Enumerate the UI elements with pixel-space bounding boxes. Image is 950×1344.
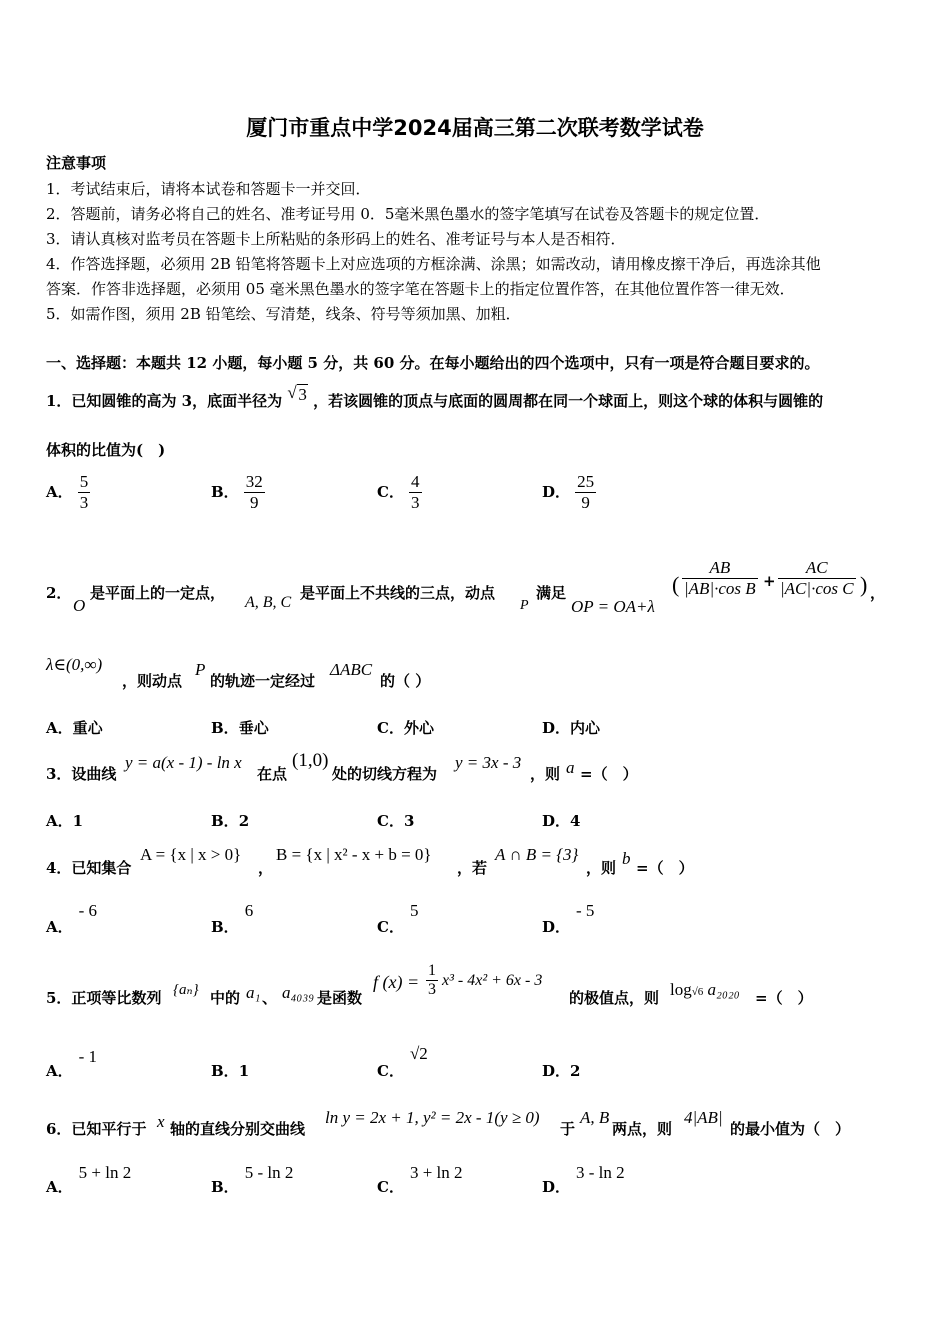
q5-option-a[interactable]: A．- 1: [46, 1047, 98, 1080]
q6-text: 轴的直线分别交曲线: [170, 1120, 306, 1138]
section-heading: 一、选择题：本题共 12 小题，每小题 5 分，共 60 分。在每小题给出的四个选项中，只有一项是符合题目要求的。: [46, 354, 820, 372]
curve-equations: ln y = 2x + 1, y² = 2x - 1(y ≥ 0): [325, 1108, 540, 1127]
q5-text: 中的: [210, 989, 241, 1007]
q1-option-c[interactable]: C． $\frac{4}{3}$: [377, 472, 420, 512]
q5-option-b[interactable]: B．1: [211, 1062, 250, 1080]
q4-text: ，若: [457, 859, 488, 877]
fraction: $\frac{32}{9}$: [245, 472, 263, 512]
q1-text-a: 1．已知圆锥的高为 3，底面半径为: [46, 392, 283, 410]
q2-number: 2．: [46, 584, 72, 602]
q1-option-d[interactable]: D． $\frac{25}{9}$: [542, 472, 595, 512]
q2-option-d[interactable]: D．内心: [542, 719, 601, 737]
points-ab: A, B: [580, 1108, 610, 1127]
left-paren: (: [672, 572, 680, 597]
q6-option-b[interactable]: B．5 - ln 2: [211, 1163, 294, 1196]
q3-option-b[interactable]: B．2: [211, 812, 250, 830]
q5-option-d[interactable]: D．2: [542, 1062, 581, 1080]
fraction-one-third: $\frac{1}{3}$: [428, 962, 436, 998]
q4-text: =（ ）: [636, 859, 694, 877]
plus-sign: +: [763, 572, 776, 590]
axis-x: x: [157, 1112, 165, 1131]
right-paren: ): [860, 572, 868, 597]
q3-text: 在点: [257, 765, 288, 783]
q2-text: 的轨迹一定经过: [210, 672, 316, 690]
q1-option-b[interactable]: B． $\frac{32}{9}$: [211, 472, 263, 512]
fraction: $\frac{4}{3}$: [411, 472, 420, 512]
q2-option-c[interactable]: C．外心: [377, 719, 434, 737]
q3-text: 处的切线方程为: [332, 765, 438, 783]
page-title: 厦门市重点中学2024届高三第二次联考数学试卷: [246, 116, 704, 140]
q6-option-c[interactable]: C．3 + ln 2: [377, 1163, 463, 1196]
notice-item: 4．作答选择题，必须用 2B 铅笔将答题卡上对应选项的方框涂满、涂黑；如需改动，请用橡皮擦干净后，再选涂其他: [46, 255, 821, 273]
notice-heading: 注意事项: [46, 154, 107, 172]
q4-option-a[interactable]: A．- 6: [46, 901, 98, 936]
function-f: f (x) =: [373, 972, 420, 992]
set-b: B = {x | x² - x + b = 0}: [276, 845, 432, 864]
q3-text: 3．设曲线: [46, 765, 117, 783]
sqrt-3: √ 3: [287, 383, 307, 404]
q1-text-c: 体积的比值为( ): [46, 441, 166, 459]
q1-option-a[interactable]: A． $\frac{5}{3}$: [46, 472, 89, 512]
fraction-ac: $\frac{AC}{\text{|AC|·cos C}}$: [780, 558, 854, 598]
notice-item: 1．考试结束后，请将本试卷和答题卡一并交回．: [46, 180, 371, 198]
intersection: A ∩ B = {3}: [495, 845, 579, 864]
comma: ，: [870, 584, 886, 602]
q3-text: =（ ）: [580, 765, 638, 783]
variable-b: b: [622, 849, 631, 868]
variable-a: a: [566, 758, 575, 777]
q2-option-a[interactable]: A．重心: [46, 719, 103, 737]
notice-item: 5．如需作图，须用 2B 铅笔绘、写清楚，线条、符号等须加黑、加粗．: [46, 305, 521, 323]
q6-text: 两点，则: [612, 1120, 673, 1138]
fraction: $\frac{5}{3}$: [79, 472, 89, 512]
q4-option-c[interactable]: C．5: [377, 901, 419, 936]
fraction: $\frac{25}{9}$: [577, 472, 595, 512]
q4-text: ，则: [586, 859, 617, 877]
q5-text: 5．正项等比数列: [46, 989, 162, 1007]
point-coordinates: (1,0): [292, 750, 329, 771]
q6-text: 6．已知平行于: [46, 1120, 147, 1138]
q2-text: 的（ ）: [380, 672, 431, 690]
q6-option-a[interactable]: A．5 + ln 2: [46, 1163, 132, 1196]
curve-equation: y = a(x - 1) - ln x: [125, 753, 242, 772]
q2-text: 满足: [536, 584, 567, 602]
tangent-equation: y = 3x - 3: [455, 753, 522, 772]
point-o: O: [73, 596, 86, 615]
q2-option-b[interactable]: B．垂心: [211, 719, 269, 737]
q5-text: 是函数: [317, 989, 363, 1007]
q4-option-d[interactable]: D．- 5: [542, 901, 595, 936]
q2-text: ，则动点: [122, 672, 183, 690]
point-p: P: [195, 660, 206, 679]
q6-text: 的最小值为（ ）: [730, 1120, 851, 1138]
log-function: log√6 a₂₀₂₀: [670, 980, 740, 999]
notice-item: 3．请认真核对监考员在答题卡上所粘贴的条形码上的姓名、准考证号与本人是否相符．: [46, 230, 626, 248]
q6-option-d[interactable]: D．3 - ln 2: [542, 1163, 625, 1196]
q5-text: 的极值点，则: [569, 989, 660, 1007]
q3-option-a[interactable]: A．1: [46, 812, 84, 830]
polynomial: x³ - 4x² + 6x - 3: [442, 972, 543, 989]
q3-option-d[interactable]: D．4: [542, 812, 581, 830]
set-a: A = {x | x > 0}: [140, 845, 242, 864]
question-1: [46, 383, 824, 411]
q3-text: ，则: [530, 765, 561, 783]
expression-4ab: 4|AB|: [684, 1108, 723, 1127]
q5-option-c[interactable]: C．√2: [377, 1044, 428, 1080]
q4-option-b[interactable]: B．6: [211, 901, 254, 936]
vector-equation: OP = OA+λ: [571, 597, 655, 616]
q4-text: 4．已知集合: [46, 859, 132, 877]
q3-option-c[interactable]: C．3: [377, 812, 415, 830]
q6-text: 于: [560, 1120, 576, 1138]
q2-text: 是平面上的一定点，: [90, 584, 226, 602]
q4-text: ，: [258, 859, 274, 877]
notice-item: 2．答题前，请务必将自己的姓名、准考证号用 0．5毫米黑色墨水的签字笔填写在试卷及答题卡的规定位置．: [46, 205, 770, 223]
q1-text-b: ，若该圆锥的顶点与底面的圆周都在同一个球面上，则这个球的体积与圆锥的: [313, 392, 824, 410]
q2-text: 是平面上不共线的三点，动点: [300, 584, 496, 602]
fraction-ab: $\frac{AB}{\text{|AB|·cos B}}$: [684, 558, 756, 598]
term-a4039: a₄₀₃₉: [282, 983, 315, 1002]
notice-item: 答案．作答非选择题，必须用 05 毫米黑色墨水的签字笔在答题卡上的指定位置作答，在其他位置作答一律无效．: [46, 280, 795, 298]
sequence-an: {aₙ}: [173, 982, 199, 998]
points-abc: A, B, C: [245, 594, 292, 611]
q5-text: 、: [262, 989, 278, 1007]
lambda-range: λ∈(0,∞): [46, 655, 103, 674]
q5-text: =（ ）: [755, 989, 813, 1007]
triangle-abc: ΔABC: [330, 660, 373, 679]
point-p: P: [520, 598, 529, 613]
term-a1: a₁: [246, 983, 261, 1002]
